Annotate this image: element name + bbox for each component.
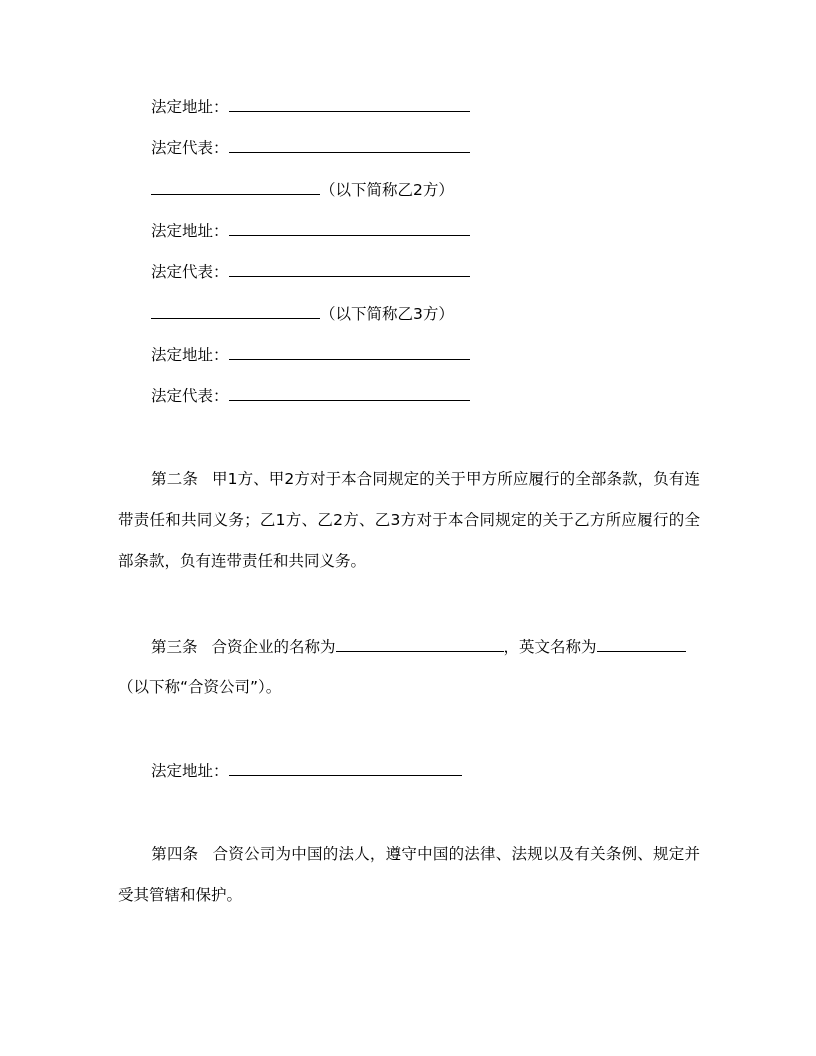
article-2-heading: 第二条 <box>151 470 198 488</box>
representative-label: 法定代表： <box>151 139 229 157</box>
address-blank[interactable] <box>229 344 470 360</box>
party-b2-address-row <box>151 220 470 240</box>
article-3-heading: 第三条 <box>151 638 198 656</box>
address-label: 法定地址： <box>151 222 229 240</box>
article-4-paragraph <box>118 834 700 916</box>
address-blank[interactable] <box>229 96 470 112</box>
party-b1-rep-row <box>151 137 470 157</box>
article-3-line-2 <box>118 677 281 697</box>
representative-blank[interactable] <box>229 137 470 153</box>
article-4-text: 合资公司为中国的法人，遵守中国的法律、法规以及有关条例、规定并受其管辖和保护。 <box>118 845 700 904</box>
party-b3-name-blank[interactable] <box>151 303 320 319</box>
article-3-english-text: ，英文名称为 <box>503 638 597 656</box>
party-b2-name-blank[interactable] <box>151 179 320 195</box>
address-blank[interactable] <box>229 220 470 236</box>
party-b1-address-row <box>151 96 470 116</box>
address-label: 法定地址： <box>151 98 229 116</box>
party-b3-abbr-note: （以下简称乙3方） <box>320 305 454 323</box>
address-label: 法定地址： <box>151 762 229 780</box>
address-label: 法定地址： <box>151 346 229 364</box>
english-name-blank[interactable] <box>597 636 686 652</box>
article-4-heading: 第四条 <box>151 845 199 863</box>
jv-address-row <box>151 760 462 780</box>
party-b2-name-row <box>151 179 454 199</box>
party-b2-abbr-note: （以下简称乙2方） <box>320 181 454 199</box>
representative-label: 法定代表： <box>151 263 229 281</box>
address-blank[interactable] <box>229 760 462 776</box>
article-2-paragraph <box>118 459 700 582</box>
article-3-line-1 <box>151 636 686 656</box>
party-b2-rep-row <box>151 261 470 281</box>
article-2-text: 甲1方、甲2方对于本合同规定的关于甲方所应履行的全部条款，负有连带责任和共同义务；乙1方、乙2方、乙3方对于本合同规定的关于乙方所应履行的全部条款，负有连带责任和共同义务。 <box>118 470 700 570</box>
party-b3-rep-row <box>151 385 470 405</box>
party-b3-name-row <box>151 303 454 323</box>
company-name-blank[interactable] <box>336 636 504 652</box>
article-3-name-text: 合资企业的名称为 <box>211 638 336 656</box>
article-3-abbr-text: （以下称“合资公司”）。 <box>118 678 282 696</box>
representative-blank[interactable] <box>229 385 470 401</box>
representative-label: 法定代表： <box>151 387 229 405</box>
party-b3-address-row <box>151 344 470 364</box>
representative-blank[interactable] <box>229 261 470 277</box>
